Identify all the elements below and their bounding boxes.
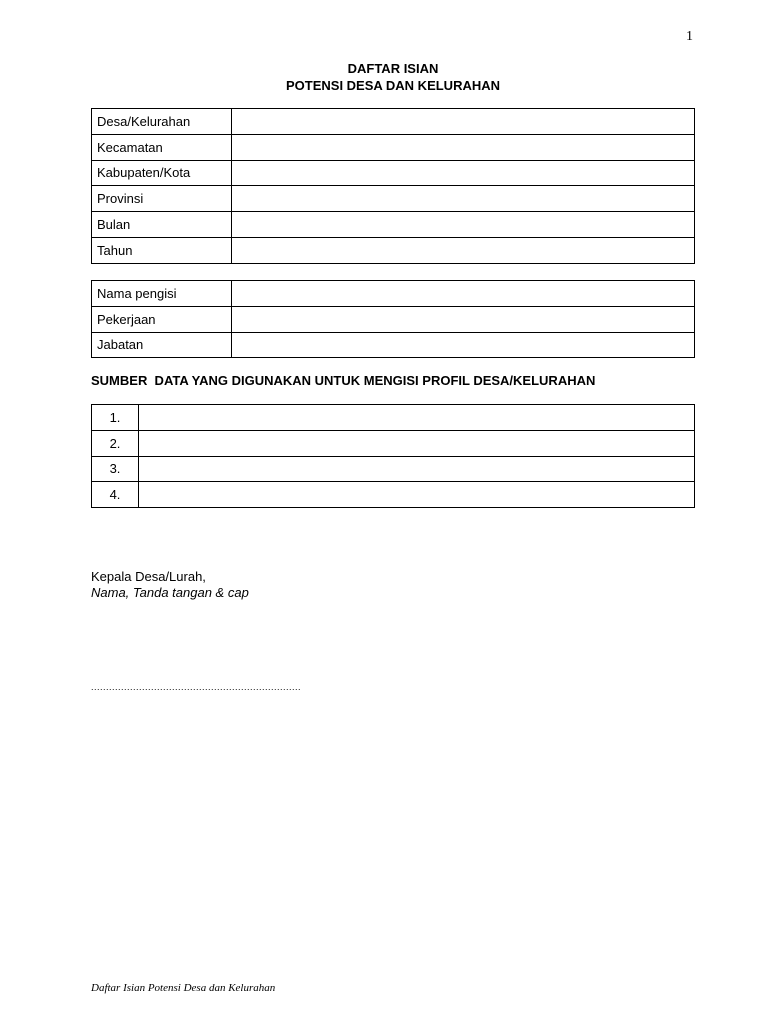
table-row: [92, 186, 695, 212]
table-row: [92, 160, 695, 186]
table-row: [92, 482, 695, 508]
field-label-kecamatan: Kecamatan: [92, 134, 232, 160]
field-label-desa-kelurahan: Desa/Kelurahan: [92, 109, 232, 135]
field-input-pekerjaan[interactable]: [232, 306, 695, 332]
table-row: [92, 456, 695, 482]
table-row: [92, 306, 695, 332]
source-input[interactable]: [139, 430, 695, 456]
source-number: 1.: [92, 405, 139, 431]
sources-table: [91, 404, 695, 508]
field-label-jabatan: Jabatan: [92, 332, 232, 358]
document-title: [91, 60, 695, 94]
filler-table: [91, 280, 695, 358]
source-number: 2.: [92, 430, 139, 456]
table-row: [92, 281, 695, 307]
title-line-1: DAFTAR ISIAN: [347, 61, 439, 76]
signature-sublabel: Nama, Tanda tangan & cap: [91, 585, 249, 600]
page-number: 1: [686, 29, 693, 44]
table-row: [92, 332, 695, 358]
title-line-2: POTENSI DESA DAN KELURAHAN: [285, 78, 501, 93]
field-input-kecamatan[interactable]: [232, 134, 695, 160]
field-label-provinsi: Provinsi: [92, 186, 232, 212]
table-row: [92, 430, 695, 456]
signature-line[interactable]: ......................................................................: [91, 682, 302, 692]
source-input[interactable]: [139, 456, 695, 482]
table-row: [92, 134, 695, 160]
field-input-jabatan[interactable]: [232, 332, 695, 358]
page-footer: Daftar Isian Potensi Desa dan Kelurahan: [91, 982, 276, 994]
field-input-kabupaten-kota[interactable]: [232, 160, 695, 186]
field-input-nama-pengisi[interactable]: [232, 281, 695, 307]
field-label-nama-pengisi: Nama pengisi: [92, 281, 232, 307]
identity-table: [91, 108, 695, 264]
sources-heading: SUMBER DATA YANG DIGUNAKAN UNTUK MENGISI PROFIL DESA/KELURAHAN: [91, 373, 596, 388]
table-row: [92, 109, 695, 135]
field-label-pekerjaan: Pekerjaan: [92, 306, 232, 332]
source-number: 3.: [92, 456, 139, 482]
source-number: 4.: [92, 482, 139, 508]
field-label-kabupaten-kota: Kabupaten/Kota: [92, 160, 232, 186]
field-input-desa-kelurahan[interactable]: [232, 109, 695, 135]
table-row: [92, 405, 695, 431]
table-row: [92, 237, 695, 263]
field-input-bulan[interactable]: [232, 212, 695, 238]
field-label-tahun: Tahun: [92, 237, 232, 263]
source-input[interactable]: [139, 405, 695, 431]
signature-label: Kepala Desa/Lurah,: [91, 569, 206, 584]
field-label-bulan: Bulan: [92, 212, 232, 238]
source-input[interactable]: [139, 482, 695, 508]
field-input-tahun[interactable]: [232, 237, 695, 263]
field-input-provinsi[interactable]: [232, 186, 695, 212]
table-row: [92, 212, 695, 238]
